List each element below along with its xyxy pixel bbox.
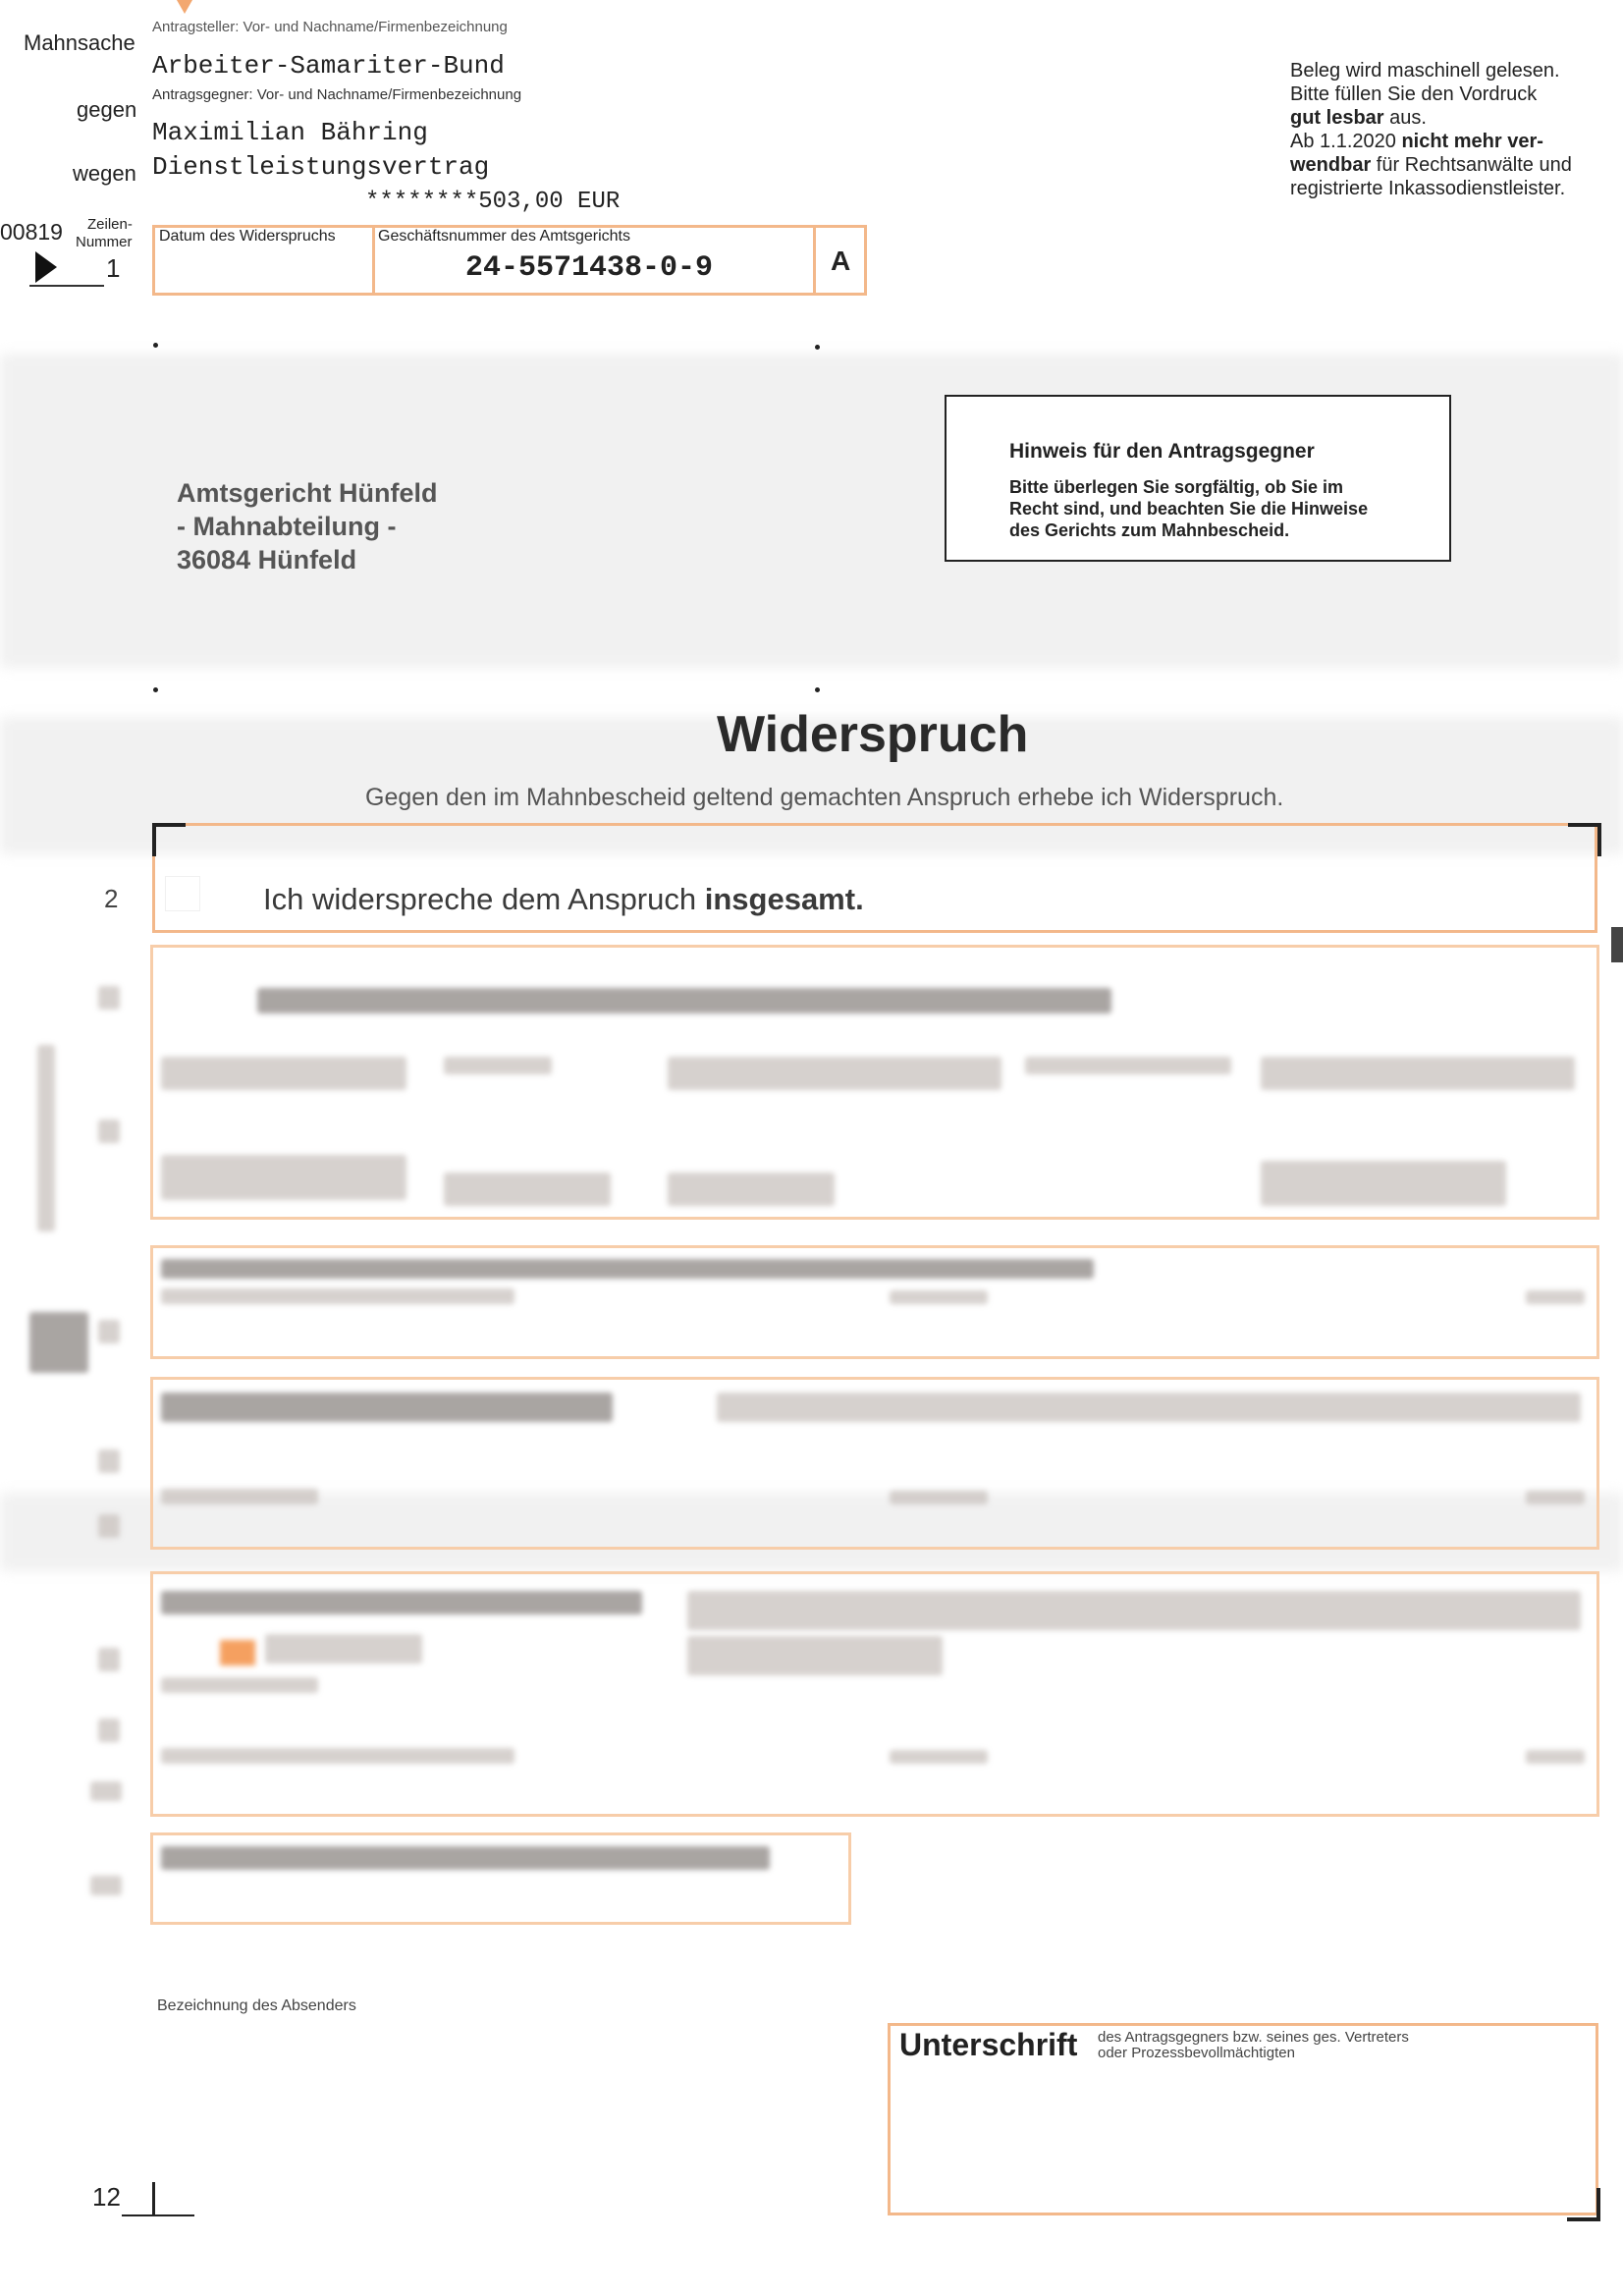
hint-line-2: Recht sind, und beachten Sie die Hinweise xyxy=(1009,499,1369,519)
form-letter: A xyxy=(831,246,851,276)
redacted-text xyxy=(161,1259,1094,1279)
redacted-text xyxy=(1025,1057,1231,1074)
redacted-text xyxy=(161,1155,406,1200)
form-divider-2 xyxy=(813,225,816,296)
redacted-text xyxy=(687,1591,1581,1630)
redacted-text xyxy=(1526,1290,1585,1304)
datum-field[interactable] xyxy=(157,249,367,291)
dot xyxy=(815,687,820,692)
edge-mark xyxy=(1611,927,1623,962)
hint-title: Hinweis für den Antragsgegner xyxy=(1009,440,1315,463)
redacted-text xyxy=(1261,1057,1575,1090)
redacted-marker xyxy=(90,1781,122,1801)
redacted-text xyxy=(444,1173,611,1206)
widerspruch-title: Widerspruch xyxy=(717,706,1029,763)
anspruch-grund: Dienstleistungsvertrag xyxy=(152,152,490,182)
redacted-text xyxy=(161,1288,514,1304)
corner-mark xyxy=(1568,823,1601,856)
notice-line-6: registrierte Inkassodienstleister. xyxy=(1290,178,1566,199)
wegen-label: wegen xyxy=(73,161,136,186)
anspruch-betrag: ********503,00 EUR xyxy=(365,189,621,215)
redacted-text xyxy=(161,1677,318,1693)
redacted-text xyxy=(1261,1161,1506,1206)
redacted-text xyxy=(1526,1750,1585,1764)
gegen-label: gegen xyxy=(77,97,137,122)
machine-read-notice xyxy=(1290,59,1572,200)
redacted-text xyxy=(1526,1491,1585,1504)
redacted-text xyxy=(890,1491,988,1504)
redacted-text xyxy=(668,1057,1001,1090)
redacted-marker xyxy=(37,1045,55,1231)
geschaeftsnummer-label: Geschäftsnummer des Amtsgerichts xyxy=(378,228,630,245)
court-department: - Mahnabteilung - xyxy=(177,512,397,541)
signature-caption-1: des Antragsgegners bzw. seines ges. Vertreters xyxy=(1098,2029,1409,2046)
court-name: Amtsgericht Hünfeld xyxy=(177,478,438,508)
absender-label: Bezeichnung des Absenders xyxy=(157,1997,356,2014)
row-12-underline xyxy=(122,2214,194,2216)
redacted-marker xyxy=(98,986,120,1010)
redacted-marker xyxy=(98,1719,120,1742)
orange-marker xyxy=(177,0,192,14)
row-number-12: 12 xyxy=(92,2182,121,2212)
redacted-marker xyxy=(90,1876,122,1895)
redacted-text xyxy=(161,1846,770,1870)
orange-checkmark xyxy=(220,1640,255,1666)
zeilen-arrow-icon xyxy=(35,251,57,283)
redacted-text xyxy=(257,988,1111,1013)
redacted-text xyxy=(717,1393,1581,1422)
insgesamt-checkbox[interactable] xyxy=(165,876,200,911)
dot xyxy=(815,345,820,350)
redacted-text xyxy=(161,1748,514,1764)
zeilen-underline xyxy=(29,285,104,287)
antragsteller-caption: Antragsteller: Vor- und Nachname/Firmenbezeichnung xyxy=(152,19,508,35)
redacted-text xyxy=(161,1393,613,1422)
redacted-marker xyxy=(29,1312,88,1373)
redacted-text xyxy=(161,1489,318,1504)
zeilen-label-2: Nummer xyxy=(76,234,133,250)
signature-caption-2: oder Prozessbevollmächtigten xyxy=(1098,2045,1295,2061)
redacted-marker xyxy=(98,1320,120,1343)
hint-box xyxy=(945,395,1451,562)
redacted-marker xyxy=(98,1648,120,1671)
form-divider-1 xyxy=(372,225,375,296)
redacted-marker xyxy=(98,1449,120,1473)
widerspruch-subtitle: Gegen den im Mahnbescheid geltend gemachten Anspruch erhebe ich Widerspruch. xyxy=(365,784,1284,811)
notice-line-4: Ab 1.1.2020 nicht mehr ver- xyxy=(1290,131,1543,152)
row-12-tick xyxy=(152,2182,155,2215)
signature-title: Unterschrift xyxy=(899,2027,1078,2062)
zeilen-number: 1 xyxy=(106,253,121,283)
notice-line-1: Beleg wird maschinell gelesen. xyxy=(1290,60,1560,82)
row-number-2: 2 xyxy=(104,884,119,913)
redacted-text xyxy=(687,1636,943,1675)
datum-field-label: Datum des Widerspruchs xyxy=(159,228,336,245)
court-address xyxy=(177,476,438,576)
redacted-marker xyxy=(98,1514,120,1538)
antragsteller-name: Arbeiter-Samariter-Bund xyxy=(152,51,505,81)
notice-line-5: wendbar für Rechtsanwälte und xyxy=(1290,154,1572,176)
antragsgegner-name: Maximilian Bähring xyxy=(152,118,428,147)
redacted-text xyxy=(890,1290,988,1304)
insgesamt-text: Ich widerspreche dem Anspruch insgesamt. xyxy=(263,882,864,916)
hint-line-1: Bitte überlegen Sie sorgfältig, ob Sie im xyxy=(1009,477,1344,497)
redacted-text xyxy=(444,1057,552,1074)
notice-line-3: gut lesbar aus. xyxy=(1290,107,1427,129)
corner-mark xyxy=(1567,2188,1600,2221)
redacted-text xyxy=(161,1057,406,1090)
dot xyxy=(153,687,158,692)
mahnsache-label: Mahnsache xyxy=(24,30,135,55)
redacted-text xyxy=(161,1591,642,1614)
form-code: 00819 xyxy=(0,219,63,245)
redacted-text xyxy=(265,1634,422,1664)
corner-mark xyxy=(152,823,186,856)
antragsgegner-caption: Antragsgegner: Vor- und Nachname/Firmenbezeichnung xyxy=(152,86,522,103)
geschaeftsnummer-value: 24-5571438-0-9 xyxy=(465,251,714,285)
zeilen-label-1: Zeilen- xyxy=(87,216,133,233)
redacted-marker xyxy=(98,1120,120,1143)
hint-line-3: des Gerichts zum Mahnbescheid. xyxy=(1009,520,1290,540)
redacted-text xyxy=(668,1173,835,1206)
court-city: 36084 Hünfeld xyxy=(177,545,357,574)
dot xyxy=(153,343,158,348)
redacted-text xyxy=(890,1750,988,1764)
notice-line-2: Bitte füllen Sie den Vordruck xyxy=(1290,83,1538,105)
